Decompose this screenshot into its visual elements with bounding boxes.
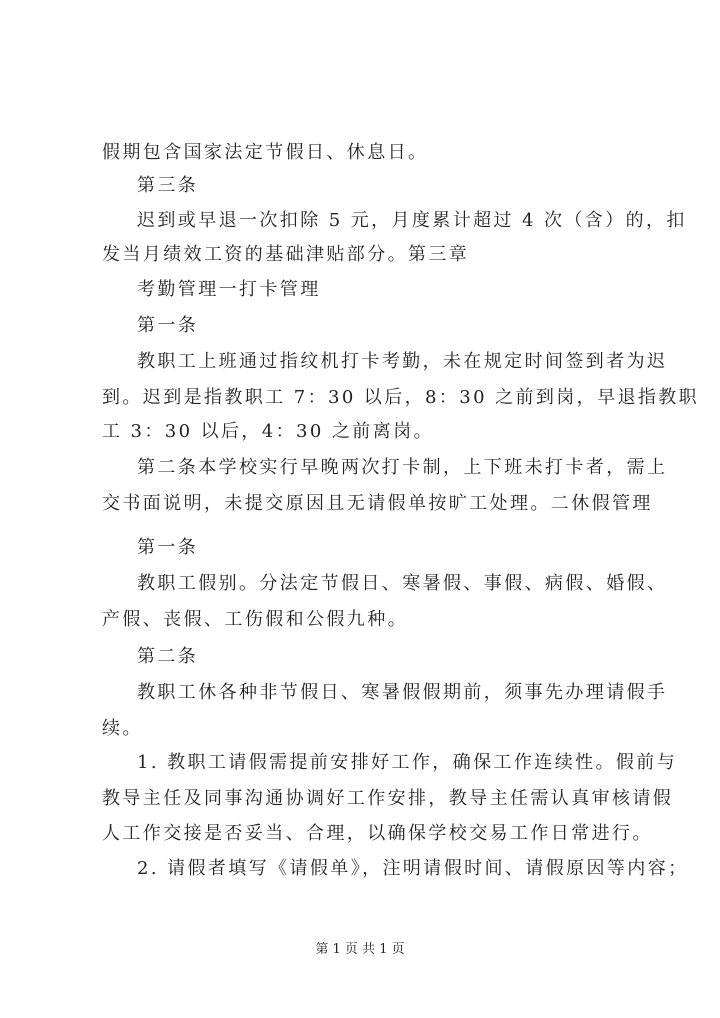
text-line: 教职工休各种非节假日、寒暑假假期前，须事先办理请假手 bbox=[137, 682, 668, 703]
text-line: 迟到或早退一次扣除 5 元，月度累计超过 4 次（含）的，扣 bbox=[137, 210, 687, 231]
text-line: 人工作交接是否妥当、合理，以确保学校交易工作日常进行。 bbox=[102, 823, 653, 844]
text-line: 第二条 bbox=[137, 646, 199, 667]
text-line: 续。 bbox=[102, 718, 143, 739]
text-line: 第一条 bbox=[137, 315, 199, 336]
text-line: 产假、丧假、工伤假和公假九种。 bbox=[102, 609, 408, 630]
text-line: 第一条 bbox=[137, 537, 199, 558]
text-line: 交书面说明，未提交原因且无请假单按旷工处理。二休假管理 bbox=[102, 493, 653, 514]
text-line: 到。迟到是指教职工 7：30 以后，8：30 之前到岗，早退指教职 bbox=[102, 387, 700, 408]
text-line: 发当月绩效工资的基础津贴部分。第三章 bbox=[102, 244, 470, 265]
text-line: 教导主任及同事沟通协调好工作安排，教导主任需认真审核请假 bbox=[102, 788, 674, 809]
page-footer: 第 1 页 共 1 页 bbox=[315, 942, 405, 957]
text-line: 教职工假别。分法定节假日、寒暑假、事假、病假、婚假、 bbox=[137, 573, 668, 594]
text-line: 假期包含国家法定节假日、休息日。 bbox=[102, 142, 429, 163]
text-line: 考勤管理一打卡管理 bbox=[137, 279, 321, 300]
text-line: 1. 教职工请假需提前安排好工作，确保工作连续性。假前与 bbox=[137, 752, 678, 773]
text-line: 第二条本学校实行早晚两次打卡制，上下班未打卡者，需上 bbox=[137, 457, 668, 478]
text-line: 教职工上班通过指纹机打卡考勤，未在规定时间签到者为迟 bbox=[137, 351, 668, 372]
text-line: 2. 请假者填写《请假单》，注明请假时间、请假原因等内容； bbox=[137, 858, 689, 879]
text-line: 第三条 bbox=[137, 175, 199, 196]
text-line: 工 3：30 以后，4：30 之前离岗。 bbox=[102, 421, 434, 442]
